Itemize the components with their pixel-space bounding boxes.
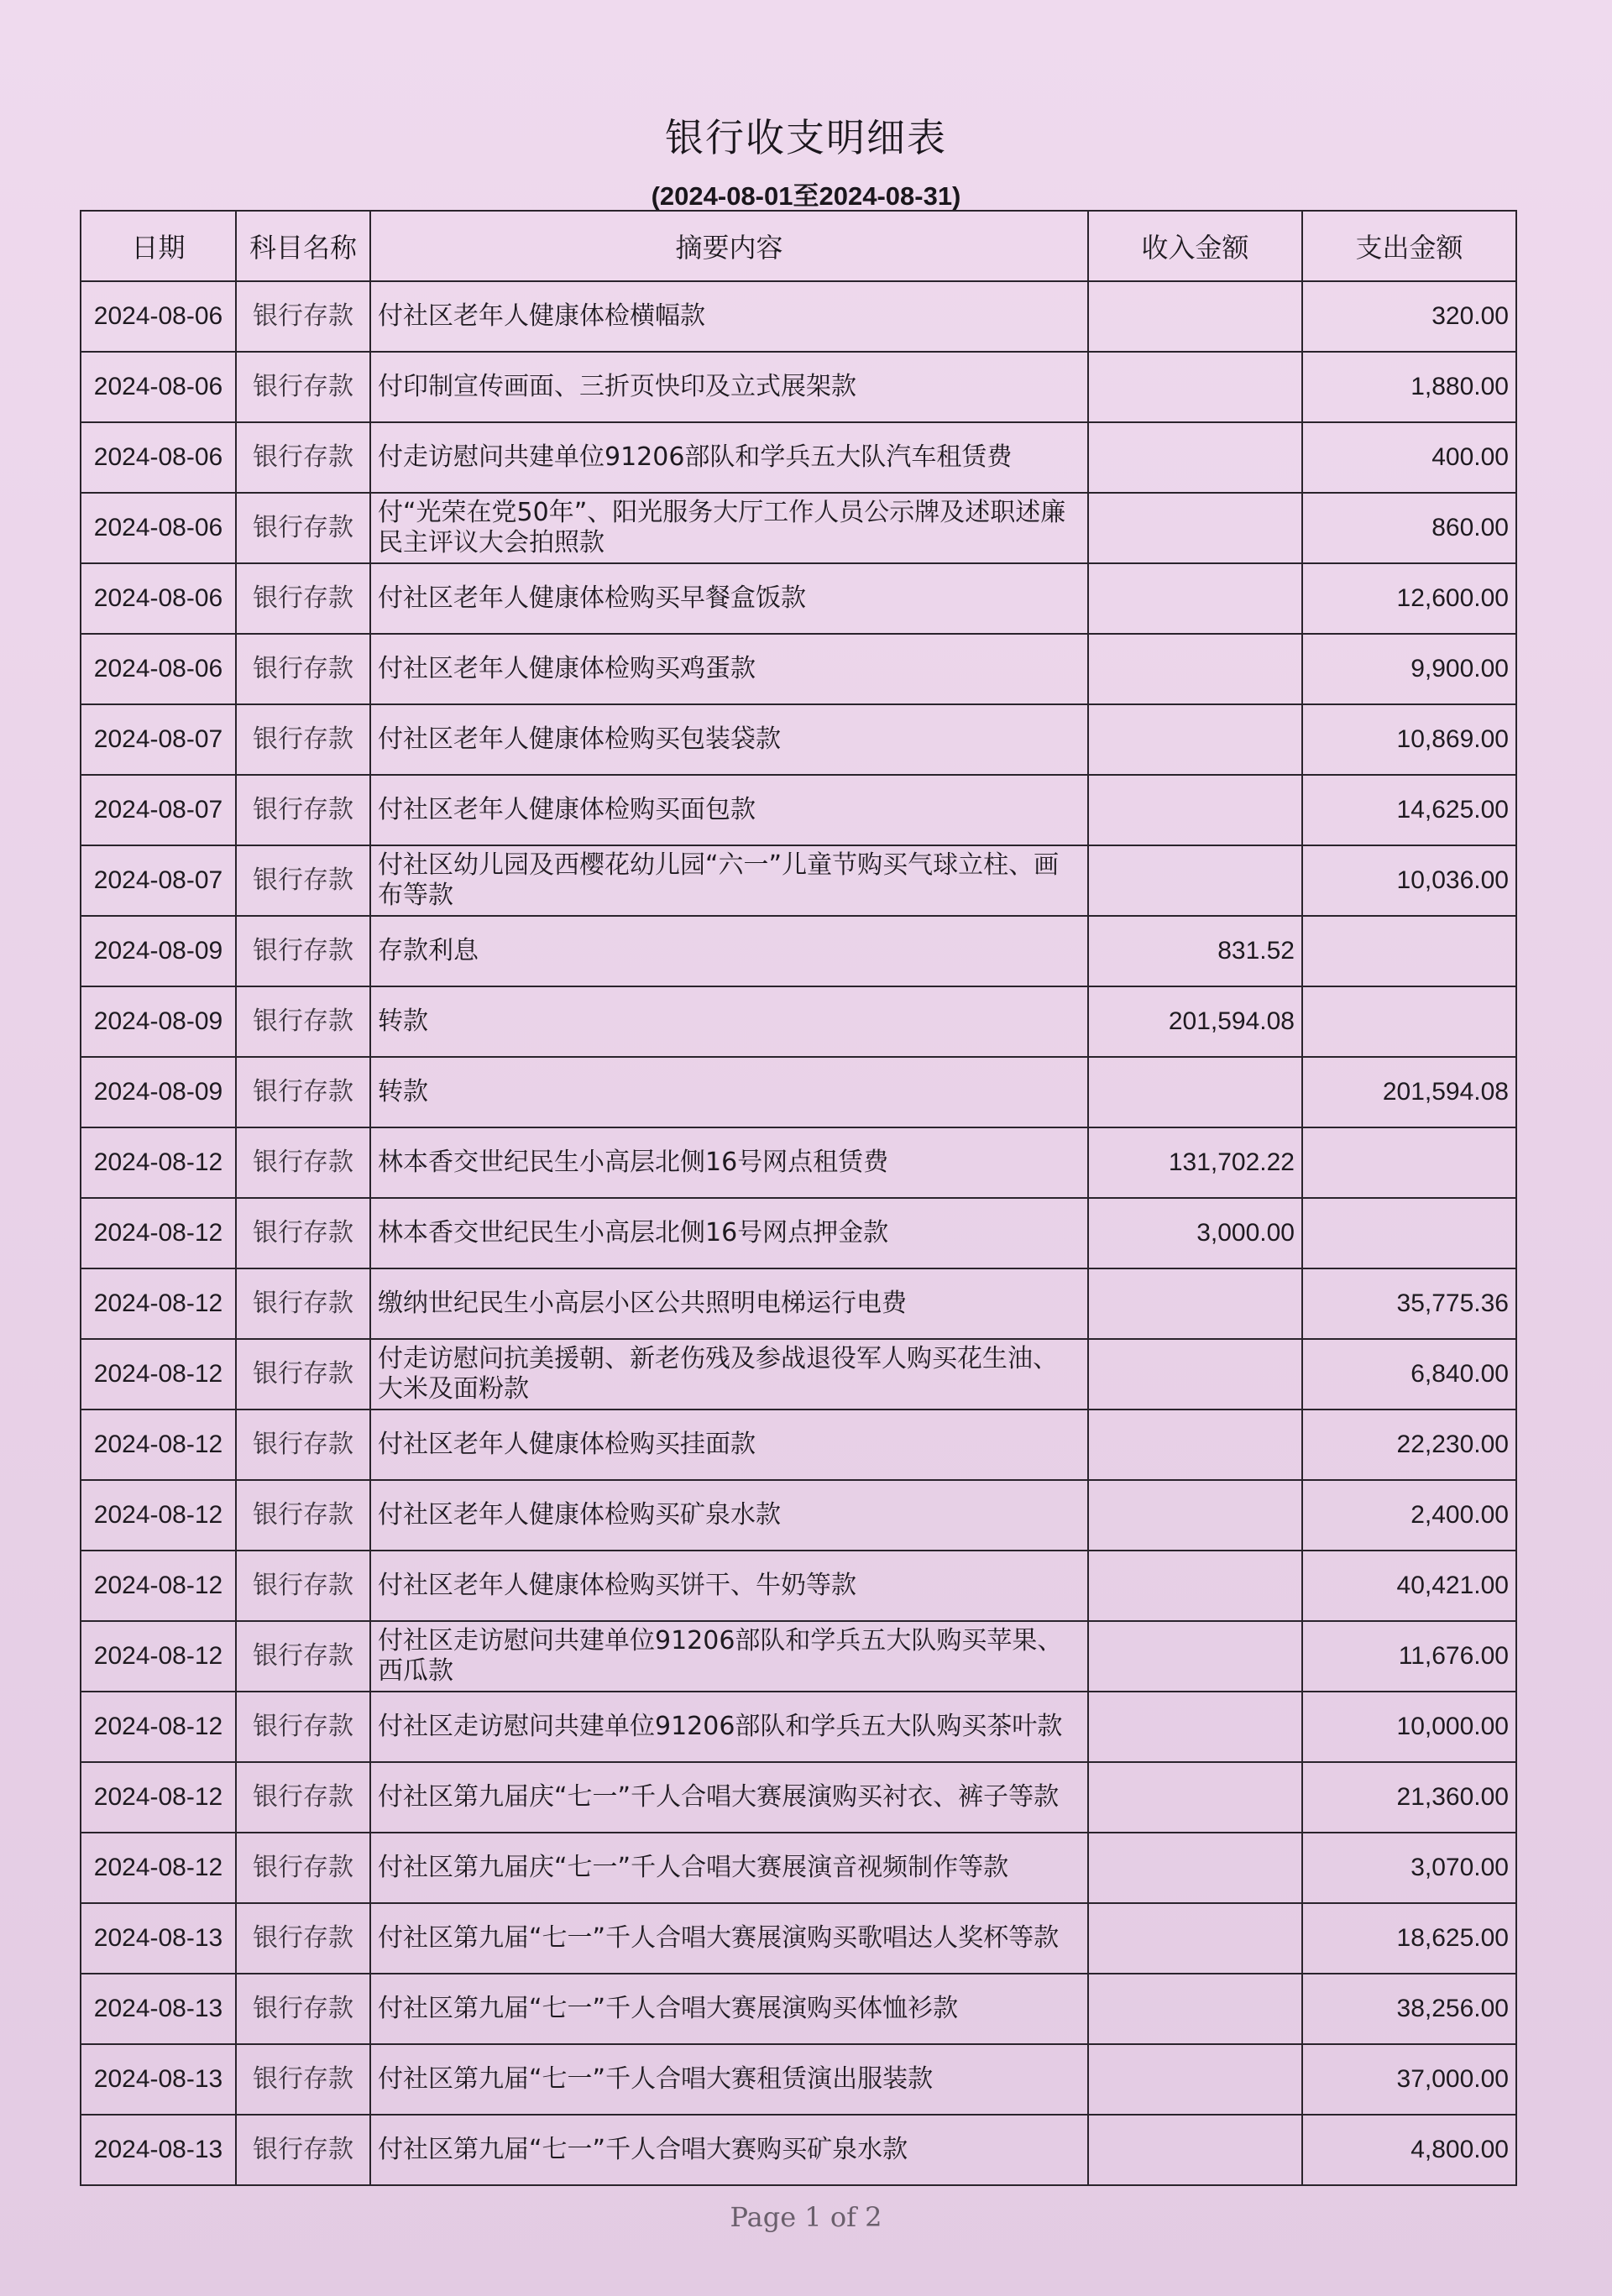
header-income: 收入金额	[1088, 211, 1302, 281]
cell-account: 银行存款	[236, 1127, 370, 1198]
table-row	[81, 634, 1516, 704]
cell-income	[1088, 704, 1302, 775]
header-summary: 摘要内容	[370, 211, 1088, 281]
table-row	[81, 1692, 1516, 1762]
cell-summary: 付社区第九届“七一”千人合唱大赛租赁演出服装款	[370, 2044, 1088, 2115]
table-row	[81, 704, 1516, 775]
cell-summary: 存款利息	[370, 916, 1088, 986]
table-row	[81, 493, 1516, 563]
cell-expense: 6,840.00	[1302, 1339, 1516, 1410]
cell-date: 2024-08-07	[81, 704, 236, 775]
table-row	[81, 2115, 1516, 2185]
cell-summary: 付社区老年人健康体检购买鸡蛋款	[370, 634, 1088, 704]
cell-date: 2024-08-12	[81, 1198, 236, 1268]
cell-account: 银行存款	[236, 1268, 370, 1339]
cell-expense: 10,036.00	[1302, 845, 1516, 916]
cell-income	[1088, 281, 1302, 352]
cell-account: 银行存款	[236, 422, 370, 493]
cell-income: 3,000.00	[1088, 1198, 1302, 1268]
cell-account: 银行存款	[236, 986, 370, 1057]
cell-income	[1088, 563, 1302, 634]
cell-income	[1088, 1057, 1302, 1127]
cell-summary: 付社区第九届“七一”千人合唱大赛展演购买体恤衫款	[370, 1974, 1088, 2044]
cell-summary: 付社区老年人健康体检横幅款	[370, 281, 1088, 352]
cell-account: 银行存款	[236, 1833, 370, 1903]
cell-income	[1088, 1410, 1302, 1480]
header-row	[81, 211, 1516, 281]
table-row	[81, 1339, 1516, 1410]
cell-summary: 转款	[370, 1057, 1088, 1127]
cell-expense	[1302, 1198, 1516, 1268]
cell-income	[1088, 845, 1302, 916]
cell-account: 银行存款	[236, 1762, 370, 1833]
table-row	[81, 1057, 1516, 1127]
cell-date: 2024-08-13	[81, 1974, 236, 2044]
table-row	[81, 916, 1516, 986]
table-row	[81, 1127, 1516, 1198]
cell-expense: 2,400.00	[1302, 1480, 1516, 1551]
header-date: 日期	[81, 211, 236, 281]
cell-account: 银行存款	[236, 563, 370, 634]
cell-income	[1088, 1762, 1302, 1833]
cell-date: 2024-08-09	[81, 986, 236, 1057]
page-number: Page 1 of 2	[730, 2201, 882, 2233]
cell-date: 2024-08-09	[81, 1057, 236, 1127]
cell-account: 银行存款	[236, 1551, 370, 1621]
cell-expense: 40,421.00	[1302, 1551, 1516, 1621]
cell-summary: 付社区第九届庆“七一”千人合唱大赛展演音视频制作等款	[370, 1833, 1088, 1903]
cell-account: 银行存款	[236, 634, 370, 704]
table-row	[81, 281, 1516, 352]
cell-date: 2024-08-06	[81, 493, 236, 563]
table-row	[81, 1974, 1516, 2044]
cell-income	[1088, 2115, 1302, 2185]
cell-expense: 21,360.00	[1302, 1762, 1516, 1833]
table-row	[81, 1833, 1516, 1903]
cell-account: 银行存款	[236, 1974, 370, 2044]
cell-date: 2024-08-13	[81, 2115, 236, 2185]
cell-summary: 付走访慰问共建单位91206部队和学兵五大队汽车租赁费	[370, 422, 1088, 493]
cell-date: 2024-08-12	[81, 1268, 236, 1339]
cell-expense: 37,000.00	[1302, 2044, 1516, 2115]
table-row	[81, 775, 1516, 845]
cell-expense: 3,070.00	[1302, 1833, 1516, 1903]
cell-expense: 400.00	[1302, 422, 1516, 493]
cell-date: 2024-08-12	[81, 1410, 236, 1480]
cell-date: 2024-08-12	[81, 1762, 236, 1833]
cell-expense: 38,256.00	[1302, 1974, 1516, 2044]
cell-summary: 付“光荣在党50年”、阳光服务大厅工作人员公示牌及述职述廉民主评议大会拍照款	[370, 493, 1088, 563]
table-row	[81, 352, 1516, 422]
cell-expense: 1,880.00	[1302, 352, 1516, 422]
cell-summary: 付社区老年人健康体检购买包装袋款	[370, 704, 1088, 775]
table-row	[81, 1551, 1516, 1621]
cell-date: 2024-08-07	[81, 775, 236, 845]
cell-expense: 10,000.00	[1302, 1692, 1516, 1762]
cell-income	[1088, 493, 1302, 563]
cell-date: 2024-08-06	[81, 281, 236, 352]
cell-income	[1088, 775, 1302, 845]
cell-date: 2024-08-12	[81, 1551, 236, 1621]
cell-account: 银行存款	[236, 1410, 370, 1480]
cell-income	[1088, 2044, 1302, 2115]
cell-summary: 转款	[370, 986, 1088, 1057]
cell-expense: 35,775.36	[1302, 1268, 1516, 1339]
cell-expense: 12,600.00	[1302, 563, 1516, 634]
cell-account: 银行存款	[236, 1480, 370, 1551]
cell-account: 银行存款	[236, 704, 370, 775]
table-row	[81, 1198, 1516, 1268]
cell-date: 2024-08-09	[81, 916, 236, 986]
cell-account: 银行存款	[236, 2115, 370, 2185]
table-row	[81, 1621, 1516, 1692]
cell-date: 2024-08-12	[81, 1621, 236, 1692]
cell-summary: 付社区老年人健康体检购买挂面款	[370, 1410, 1088, 1480]
cell-account: 银行存款	[236, 845, 370, 916]
cell-date: 2024-08-06	[81, 634, 236, 704]
cell-income	[1088, 422, 1302, 493]
cell-income: 131,702.22	[1088, 1127, 1302, 1198]
cell-account: 银行存款	[236, 775, 370, 845]
cell-account: 银行存款	[236, 916, 370, 986]
cell-summary: 付社区走访慰问共建单位91206部队和学兵五大队购买茶叶款	[370, 1692, 1088, 1762]
cell-date: 2024-08-12	[81, 1692, 236, 1762]
cell-summary: 付社区老年人健康体检购买面包款	[370, 775, 1088, 845]
cell-summary: 林本香交世纪民生小高层北侧16号网点租赁费	[370, 1127, 1088, 1198]
table-row	[81, 1268, 1516, 1339]
cell-expense	[1302, 986, 1516, 1057]
cell-summary: 付走访慰问抗美援朝、新老伤残及参战退役军人购买花生油、大米及面粉款	[370, 1339, 1088, 1410]
cell-date: 2024-08-13	[81, 1903, 236, 1974]
cell-expense: 9,900.00	[1302, 634, 1516, 704]
header-account: 科目名称	[236, 211, 370, 281]
table-row	[81, 845, 1516, 916]
cell-summary: 缴纳世纪民生小高层小区公共照明电梯运行电费	[370, 1268, 1088, 1339]
table-row	[81, 1410, 1516, 1480]
cell-summary: 付社区第九届“七一”千人合唱大赛展演购买歌唱达人奖杯等款	[370, 1903, 1088, 1974]
cell-summary: 付社区走访慰问共建单位91206部队和学兵五大队购买苹果、西瓜款	[370, 1621, 1088, 1692]
cell-account: 银行存款	[236, 1057, 370, 1127]
cell-account: 银行存款	[236, 493, 370, 563]
cell-income	[1088, 1974, 1302, 2044]
cell-expense	[1302, 916, 1516, 986]
table-row	[81, 2044, 1516, 2115]
cell-summary: 付社区第九届庆“七一”千人合唱大赛展演购买衬衣、裤子等款	[370, 1762, 1088, 1833]
cell-date: 2024-08-13	[81, 2044, 236, 2115]
table-row	[81, 563, 1516, 634]
cell-income	[1088, 1551, 1302, 1621]
cell-date: 2024-08-06	[81, 563, 236, 634]
cell-date: 2024-08-12	[81, 1127, 236, 1198]
cell-expense	[1302, 1127, 1516, 1198]
cell-date: 2024-08-12	[81, 1833, 236, 1903]
cell-expense: 860.00	[1302, 493, 1516, 563]
cell-account: 银行存款	[236, 352, 370, 422]
cell-summary: 付社区老年人健康体检购买早餐盒饭款	[370, 563, 1088, 634]
cell-date: 2024-08-07	[81, 845, 236, 916]
cell-date: 2024-08-06	[81, 352, 236, 422]
cell-account: 银行存款	[236, 1198, 370, 1268]
document-title: 银行收支明细表	[665, 115, 947, 160]
cell-income	[1088, 1621, 1302, 1692]
cell-date: 2024-08-06	[81, 422, 236, 493]
cell-account: 银行存款	[236, 2044, 370, 2115]
cell-summary: 付印制宣传画面、三折页快印及立式展架款	[370, 352, 1088, 422]
table-row	[81, 1480, 1516, 1551]
header-expense: 支出金额	[1302, 211, 1516, 281]
cell-summary: 付社区老年人健康体检购买饼干、牛奶等款	[370, 1551, 1088, 1621]
cell-income	[1088, 1833, 1302, 1903]
cell-account: 银行存款	[236, 281, 370, 352]
cell-expense: 201,594.08	[1302, 1057, 1516, 1127]
cell-income	[1088, 634, 1302, 704]
cell-summary: 林本香交世纪民生小高层北侧16号网点押金款	[370, 1198, 1088, 1268]
table-row	[81, 1762, 1516, 1833]
cell-expense: 11,676.00	[1302, 1621, 1516, 1692]
cell-income	[1088, 1903, 1302, 1974]
cell-date: 2024-08-12	[81, 1339, 236, 1410]
ledger-table	[80, 210, 1517, 2186]
cell-summary: 付社区第九届“七一”千人合唱大赛购买矿泉水款	[370, 2115, 1088, 2185]
cell-income	[1088, 1692, 1302, 1762]
cell-expense: 320.00	[1302, 281, 1516, 352]
cell-date: 2024-08-12	[81, 1480, 236, 1551]
ledger-body	[81, 281, 1516, 2185]
cell-account: 银行存款	[236, 1903, 370, 1974]
table-row	[81, 986, 1516, 1057]
cell-income	[1088, 1480, 1302, 1551]
cell-account: 银行存款	[236, 1621, 370, 1692]
cell-income	[1088, 352, 1302, 422]
cell-expense: 10,869.00	[1302, 704, 1516, 775]
cell-expense: 18,625.00	[1302, 1903, 1516, 1974]
cell-account: 银行存款	[236, 1692, 370, 1762]
cell-income	[1088, 1339, 1302, 1410]
date-range: (2024-08-01至2024-08-31)	[651, 181, 961, 211]
cell-income: 201,594.08	[1088, 986, 1302, 1057]
cell-expense: 4,800.00	[1302, 2115, 1516, 2185]
cell-account: 银行存款	[236, 1339, 370, 1410]
cell-income	[1088, 1268, 1302, 1339]
table-row	[81, 1903, 1516, 1974]
cell-summary: 付社区幼儿园及西樱花幼儿园“六一”儿童节购买气球立柱、画布等款	[370, 845, 1088, 916]
cell-expense: 22,230.00	[1302, 1410, 1516, 1480]
table-row	[81, 422, 1516, 493]
cell-expense: 14,625.00	[1302, 775, 1516, 845]
cell-income: 831.52	[1088, 916, 1302, 986]
cell-summary: 付社区老年人健康体检购买矿泉水款	[370, 1480, 1088, 1551]
